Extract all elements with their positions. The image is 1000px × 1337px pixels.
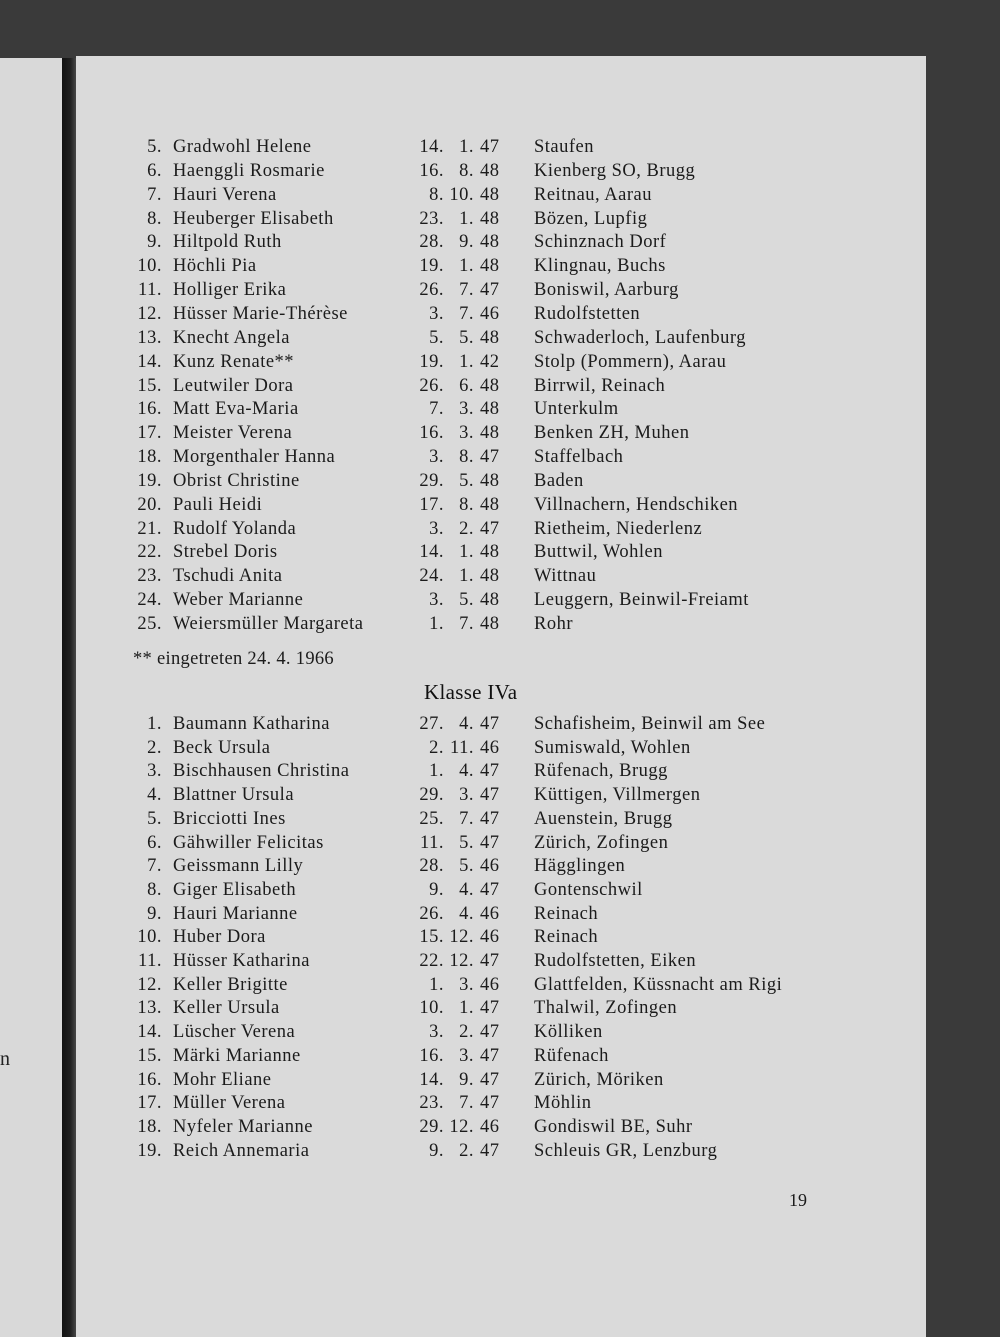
student-name: Weiersmüller Margareta: [173, 614, 364, 634]
student-name: Baumann Katharina: [173, 714, 330, 734]
birth-month: 9.: [459, 232, 474, 253]
list-item: [76, 1141, 926, 1165]
entry-number: 25.: [137, 614, 162, 634]
entry-number: 11.: [138, 951, 162, 971]
birth-day: 26.: [419, 280, 444, 301]
birth-year: 47: [480, 714, 500, 734]
birth-day: 23.: [419, 1093, 444, 1114]
home-place: Boniswil, Aarburg: [534, 280, 679, 301]
home-place: Birrwil, Reinach: [534, 375, 666, 396]
list-item: [76, 856, 926, 880]
birth-day: 16.: [419, 1045, 444, 1066]
entry-number: 5.: [147, 808, 162, 829]
list-item: [76, 951, 926, 975]
birth-day: 3.: [429, 518, 444, 539]
birth-year: 48: [480, 327, 500, 348]
student-name: Holliger Erika: [173, 280, 287, 301]
birth-month: 12.: [449, 927, 474, 948]
birth-month: 1.: [459, 351, 474, 372]
entry-number: 9.: [147, 903, 162, 924]
home-place: Villnachern, Hendschiken: [534, 494, 739, 515]
student-name: Heuberger Elisabeth: [173, 208, 334, 229]
birth-year: 47: [480, 137, 500, 157]
entry-number: 2.: [147, 737, 162, 758]
list-item: [76, 352, 926, 376]
entry-number: 1.: [147, 714, 162, 734]
birth-year: 48: [480, 423, 500, 444]
birth-year: 48: [480, 614, 500, 634]
birth-month: 5.: [459, 856, 474, 877]
birth-day: 14.: [419, 542, 444, 563]
birth-month: 4.: [459, 761, 474, 782]
birth-month: 8.: [459, 160, 474, 181]
birth-day: 11.: [420, 832, 444, 853]
birth-month: 3.: [459, 1045, 474, 1066]
student-name: Reich Annemaria: [173, 1140, 310, 1161]
birth-month: 1.: [459, 208, 474, 229]
entry-number: 6.: [147, 832, 162, 853]
entry-number: 21.: [137, 518, 162, 539]
list-item: [76, 256, 926, 280]
birth-day: 2.: [429, 737, 444, 758]
entry-number: 12.: [137, 974, 162, 995]
birth-year: 46: [480, 903, 500, 924]
entry-number: 18.: [137, 1116, 162, 1137]
student-name: Höchli Pia: [173, 256, 257, 277]
birth-day: 1.: [429, 974, 444, 995]
birth-day: 28.: [419, 232, 444, 253]
list-item: [76, 232, 926, 256]
list-item: [76, 714, 926, 738]
birth-day: 3.: [429, 303, 444, 324]
list-item: [76, 880, 926, 904]
birth-day: 19.: [419, 256, 444, 277]
list-item: [76, 542, 926, 566]
list-item: [76, 1046, 926, 1070]
left-page-fragment: n: [0, 1048, 10, 1070]
entry-number: 9.: [147, 232, 162, 253]
list-item: [76, 1117, 926, 1141]
student-name: Beck Ursula: [173, 737, 271, 758]
list-item: [76, 1093, 926, 1117]
entry-number: 13.: [137, 998, 162, 1019]
student-name: Rudolf Yolanda: [173, 518, 297, 539]
list-item: [76, 376, 926, 400]
birth-month: 7.: [459, 808, 474, 829]
birth-year: 48: [480, 566, 500, 587]
list-item: [76, 161, 926, 185]
left-page-edge: [0, 58, 66, 1337]
home-place: Rudolfstetten: [534, 303, 641, 324]
list-item: [76, 1070, 926, 1094]
birth-year: 46: [480, 927, 500, 948]
birth-day: 17.: [419, 494, 444, 515]
list-item: [76, 304, 926, 328]
home-place: Kölliken: [534, 1022, 603, 1043]
birth-month: 7.: [459, 303, 474, 324]
student-name: Geissmann Lilly: [173, 856, 304, 877]
birth-year: 47: [480, 879, 500, 900]
list-item: [76, 927, 926, 951]
birth-day: 26.: [419, 903, 444, 924]
student-name: Gradwohl Helene: [173, 137, 312, 157]
student-name: Hauri Marianne: [173, 903, 298, 924]
birth-month: 2.: [459, 1140, 474, 1161]
birth-year: 48: [480, 208, 500, 229]
birth-day: 8.: [429, 184, 444, 205]
home-place: Hägglingen: [534, 856, 626, 877]
birth-month: 4.: [459, 714, 474, 734]
student-name: Pauli Heidi: [173, 494, 263, 515]
birth-day: 9.: [429, 879, 444, 900]
birth-year: 47: [480, 280, 500, 301]
student-name: Knecht Angela: [173, 327, 290, 348]
birth-year: 46: [480, 974, 500, 995]
birth-year: 47: [480, 785, 500, 806]
birth-day: 3.: [429, 1022, 444, 1043]
student-name: Hauri Verena: [173, 184, 277, 205]
student-name: Leutwiler Dora: [173, 375, 294, 396]
entry-number: 3.: [147, 761, 162, 782]
entry-number: 13.: [137, 327, 162, 348]
student-name: Nyfeler Marianne: [173, 1116, 314, 1137]
list-item: [76, 1022, 926, 1046]
birth-month: 5.: [459, 470, 474, 491]
birth-year: 42: [480, 351, 500, 372]
home-place: Klingnau, Buchs: [534, 256, 666, 277]
birth-day: 16.: [419, 160, 444, 181]
birth-day: 23.: [419, 208, 444, 229]
home-place: Stolp (Pommern), Aarau: [534, 351, 727, 372]
birth-month: 2.: [459, 1022, 474, 1043]
list-item: [76, 519, 926, 543]
student-name: Giger Elisabeth: [173, 879, 297, 900]
entry-number: 22.: [137, 542, 162, 563]
birth-year: 47: [480, 998, 500, 1019]
home-place: Reinach: [534, 927, 599, 948]
home-place: Gontenschwil: [534, 879, 643, 900]
entry-number: 8.: [147, 208, 162, 229]
student-name: Bricciotti Ines: [173, 808, 286, 829]
birth-month: 7.: [459, 1093, 474, 1114]
entry-number: 17.: [137, 1093, 162, 1114]
birth-day: 1.: [429, 761, 444, 782]
birth-year: 47: [480, 808, 500, 829]
home-place: Zürich, Möriken: [534, 1069, 664, 1090]
birth-year: 46: [480, 1116, 500, 1137]
home-place: Benken ZH, Muhen: [534, 423, 690, 444]
home-place: Auenstein, Brugg: [534, 808, 673, 829]
birth-day: 27.: [419, 714, 444, 734]
list-item: [76, 280, 926, 304]
birth-day: 3.: [429, 590, 444, 611]
list-item: [76, 738, 926, 762]
student-name: Hüsser Katharina: [173, 951, 310, 971]
student-name: Matt Eva-Maria: [173, 399, 299, 420]
birth-day: 14.: [419, 1069, 444, 1090]
birth-year: 48: [480, 184, 500, 205]
student-name: Hüsser Marie-Thérèse: [173, 303, 348, 324]
birth-year: 47: [480, 1069, 500, 1090]
birth-year: 46: [480, 856, 500, 877]
birth-year: 48: [480, 590, 500, 611]
birth-month: 1.: [459, 542, 474, 563]
student-name: Kunz Renate**: [173, 351, 295, 372]
birth-month: 9.: [459, 1069, 474, 1090]
entry-number: 20.: [137, 494, 162, 515]
birth-day: 7.: [429, 399, 444, 420]
student-name: Huber Dora: [173, 927, 266, 948]
birth-month: 12.: [449, 1116, 474, 1137]
birth-day: 26.: [419, 375, 444, 396]
birth-month: 8.: [459, 447, 474, 468]
home-place: Baden: [534, 470, 584, 491]
home-place: Unterkulm: [534, 399, 619, 420]
student-name: Haenggli Rosmarie: [173, 160, 325, 181]
list-item: [76, 399, 926, 423]
birth-month: 7.: [459, 614, 474, 634]
birth-month: 1.: [459, 256, 474, 277]
list-item: [76, 209, 926, 233]
home-place: Schafisheim, Beinwil am See: [534, 714, 766, 734]
home-place: Rietheim, Niederlenz: [534, 518, 703, 539]
birth-year: 47: [480, 761, 500, 782]
entry-number: 17.: [137, 423, 162, 444]
list-item: [76, 809, 926, 833]
home-place: Buttwil, Wohlen: [534, 542, 664, 563]
list-item: [76, 423, 926, 447]
birth-day: 25.: [419, 808, 444, 829]
entry-number: 19.: [137, 1140, 162, 1161]
birth-month: 2.: [459, 518, 474, 539]
entry-number: 11.: [138, 280, 162, 301]
student-name: Strebel Doris: [173, 542, 278, 563]
list-item: [76, 833, 926, 857]
home-place: Staffelbach: [534, 447, 624, 468]
home-place: Gondiswil BE, Suhr: [534, 1116, 693, 1137]
birth-year: 48: [480, 256, 500, 277]
birth-year: 48: [480, 399, 500, 420]
document-page: [76, 56, 926, 1337]
page-number: 19: [789, 1190, 807, 1210]
entry-number: 23.: [137, 566, 162, 587]
birth-month: 5.: [459, 590, 474, 611]
birth-day: 5.: [429, 327, 444, 348]
student-name: Bischhausen Christina: [173, 761, 350, 782]
home-place: Schleuis GR, Lenzburg: [534, 1140, 718, 1161]
birth-year: 46: [480, 303, 500, 324]
entry-number: 14.: [137, 1022, 162, 1043]
entry-number: 18.: [137, 447, 162, 468]
list-item: [76, 495, 926, 519]
birth-day: 15.: [419, 927, 444, 948]
birth-day: 1.: [429, 614, 444, 634]
birth-month: 1.: [459, 566, 474, 587]
entry-number: 7.: [147, 184, 162, 205]
home-place: Staufen: [534, 137, 595, 157]
birth-month: 11.: [450, 737, 474, 758]
birth-year: 47: [480, 1140, 500, 1161]
entry-number: 16.: [137, 1069, 162, 1090]
birth-day: 29.: [419, 1116, 444, 1137]
birth-month: 3.: [459, 399, 474, 420]
home-place: Küttigen, Villmergen: [534, 785, 701, 806]
home-place: Reitnau, Aarau: [534, 184, 652, 205]
birth-year: 48: [480, 375, 500, 396]
home-place: Kienberg SO, Brugg: [534, 160, 696, 181]
list-item: [76, 975, 926, 999]
student-name: Gähwiller Felicitas: [173, 832, 324, 853]
birth-year: 48: [480, 160, 500, 181]
birth-year: 48: [480, 232, 500, 253]
student-name: Lüscher Verena: [173, 1022, 296, 1043]
entry-number: 8.: [147, 879, 162, 900]
birth-day: 28.: [419, 856, 444, 877]
entry-number: 10.: [137, 256, 162, 277]
home-place: Sumiswald, Wohlen: [534, 737, 691, 758]
entry-number: 24.: [137, 590, 162, 611]
list-item: [76, 137, 926, 161]
birth-day: 14.: [419, 137, 444, 157]
list-item: [76, 998, 926, 1022]
birth-year: 48: [480, 542, 500, 563]
home-place: Möhlin: [534, 1093, 592, 1114]
birth-month: 3.: [459, 974, 474, 995]
student-name: Tschudi Anita: [173, 566, 283, 587]
home-place: Zürich, Zofingen: [534, 832, 669, 853]
birth-month: 10.: [449, 184, 474, 205]
birth-month: 5.: [459, 327, 474, 348]
entry-number: 12.: [137, 303, 162, 324]
list-item: [76, 614, 926, 638]
entry-number: 7.: [147, 856, 162, 877]
birth-month: 1.: [459, 998, 474, 1019]
student-name: Hiltpold Ruth: [173, 232, 282, 253]
list-item: [76, 447, 926, 471]
list-item: [76, 328, 926, 352]
list-item: [76, 785, 926, 809]
birth-day: 10.: [419, 998, 444, 1019]
list-item: [76, 566, 926, 590]
birth-month: 8.: [459, 494, 474, 515]
birth-month: 7.: [459, 280, 474, 301]
entry-number: 19.: [137, 470, 162, 491]
student-name: Märki Marianne: [173, 1045, 301, 1066]
student-name: Mohr Eliane: [173, 1069, 272, 1090]
student-name: Keller Brigitte: [173, 974, 288, 995]
list-item: [76, 590, 926, 614]
home-place: Glattfelden, Küssnacht am Rigi: [534, 974, 783, 995]
home-place: Reinach: [534, 903, 599, 924]
entry-number: 15.: [137, 375, 162, 396]
home-place: Rudolfstetten, Eiken: [534, 951, 697, 971]
home-place: Rohr: [534, 614, 573, 634]
list-item: [76, 185, 926, 209]
birth-year: 47: [480, 1093, 500, 1114]
birth-day: 24.: [419, 566, 444, 587]
entry-number: 10.: [137, 927, 162, 948]
class-heading: Klasse IVa: [424, 680, 518, 704]
birth-year: 47: [480, 1022, 500, 1043]
birth-year: 47: [480, 447, 500, 468]
birth-year: 47: [480, 1045, 500, 1066]
birth-month: 6.: [459, 375, 474, 396]
birth-year: 47: [480, 832, 500, 853]
home-place: Bözen, Lupfig: [534, 208, 648, 229]
list-item: [76, 471, 926, 495]
student-name: Müller Verena: [173, 1093, 286, 1114]
birth-month: 3.: [459, 785, 474, 806]
footnote: ** eingetreten 24. 4. 1966: [133, 649, 334, 669]
birth-year: 48: [480, 470, 500, 491]
birth-year: 47: [480, 951, 500, 971]
list-item: [76, 904, 926, 928]
home-place: Thalwil, Zofingen: [534, 998, 678, 1019]
student-name: Keller Ursula: [173, 998, 280, 1019]
home-place: Wittnau: [534, 566, 597, 587]
list-item: [76, 761, 926, 785]
home-place: Leuggern, Beinwil-Freiamt: [534, 590, 749, 611]
student-name: Blattner Ursula: [173, 785, 295, 806]
birth-month: 5.: [459, 832, 474, 853]
entry-number: 15.: [137, 1045, 162, 1066]
student-name: Weber Marianne: [173, 590, 304, 611]
entry-number: 14.: [137, 351, 162, 372]
birth-day: 3.: [429, 447, 444, 468]
birth-month: 4.: [459, 879, 474, 900]
entry-number: 5.: [147, 137, 162, 157]
entry-number: 16.: [137, 399, 162, 420]
birth-day: 29.: [419, 470, 444, 491]
birth-day: 22.: [419, 951, 444, 971]
home-place: Rüfenach: [534, 1045, 609, 1066]
birth-month: 4.: [459, 903, 474, 924]
birth-year: 46: [480, 737, 500, 758]
home-place: Rüfenach, Brugg: [534, 761, 668, 782]
home-place: Schwaderloch, Laufenburg: [534, 327, 747, 348]
student-name: Obrist Christine: [173, 470, 300, 491]
student-name: Meister Verena: [173, 423, 293, 444]
birth-year: 47: [480, 518, 500, 539]
student-name: Morgenthaler Hanna: [173, 447, 336, 468]
birth-year: 48: [480, 494, 500, 515]
entry-number: 4.: [147, 785, 162, 806]
birth-day: 9.: [429, 1140, 444, 1161]
birth-day: 29.: [419, 785, 444, 806]
home-place: Schinznach Dorf: [534, 232, 667, 253]
birth-month: 3.: [459, 423, 474, 444]
birth-month: 1.: [459, 137, 474, 157]
birth-day: 16.: [419, 423, 444, 444]
entry-number: 6.: [147, 160, 162, 181]
birth-month: 12.: [449, 951, 474, 971]
birth-day: 19.: [419, 351, 444, 372]
